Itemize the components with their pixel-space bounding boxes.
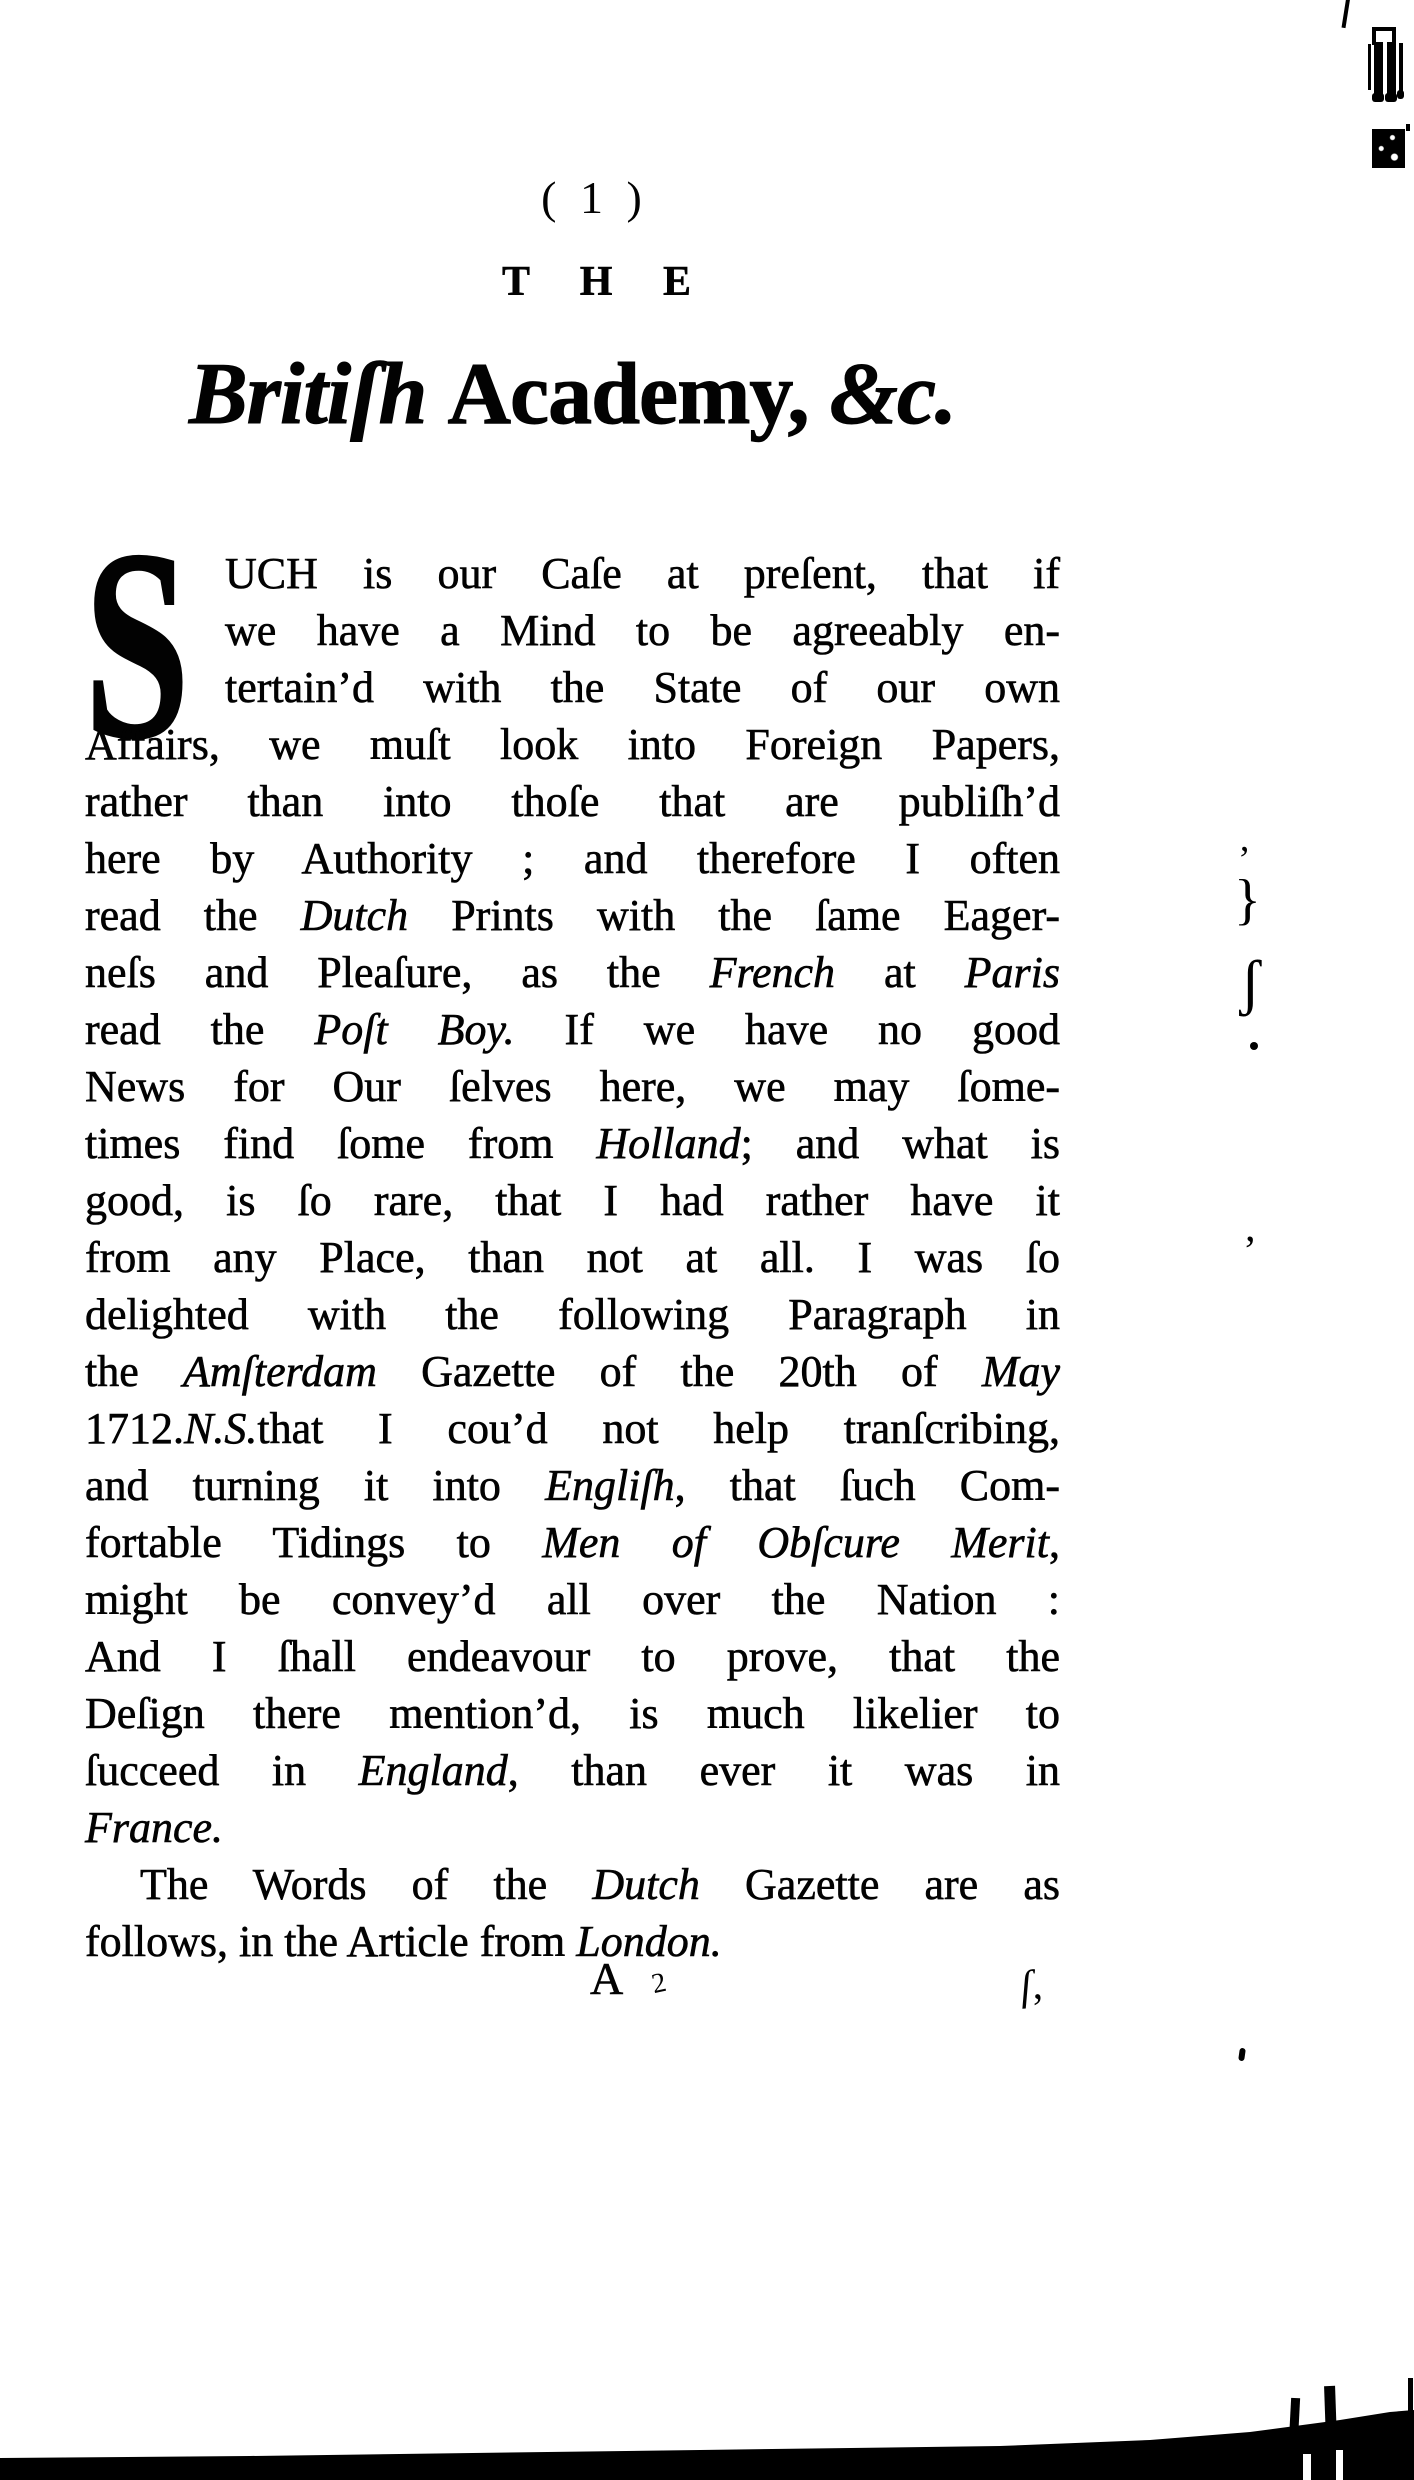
text-run: good, is ſo rare, that I had rather have it — [85, 1176, 1060, 1225]
margin-mark-apostrophe: ’ — [1238, 839, 1251, 881]
italic-text-run: Holland — [596, 1119, 741, 1168]
text-line — [85, 1115, 1060, 1172]
scan-gutter-shadow — [0, 2360, 1414, 2480]
margin-mark-squiggle: ʃ — [1240, 949, 1261, 1017]
signature-number: 2 — [648, 1966, 669, 2001]
italic-text-run: London. — [576, 1917, 722, 1966]
text-line — [85, 1286, 1060, 1343]
text-line — [85, 1514, 1060, 1571]
text-line — [85, 1457, 1060, 1514]
text-run: tertain’d with the State of our own — [225, 663, 1060, 712]
text-run: follows, in the Article from — [85, 1917, 577, 1966]
text-run: times find ſome from — [85, 1119, 597, 1168]
text-run: the — [85, 1347, 183, 1396]
text-run: might be convey’d all over the Nation : — [85, 1575, 1060, 1624]
text-run: UCH is our Caſe at preſent, that if — [225, 549, 1060, 598]
text-line — [85, 1685, 1060, 1742]
scan-artifact-bar — [1387, 42, 1396, 99]
text-run: , — [1049, 1518, 1060, 1567]
catchword-fragment: ſ, — [1018, 1962, 1045, 2010]
text-line — [85, 1856, 1060, 1913]
italic-text-run: Dutch — [592, 1860, 700, 1909]
text-line — [85, 1001, 1060, 1058]
italic-text-run: Britiſh — [188, 346, 448, 443]
text-line — [85, 773, 1060, 830]
page-title — [85, 340, 1270, 450]
text-line — [85, 830, 1060, 887]
text-line — [85, 1799, 1060, 1856]
text-run: Deſign there mention’d, is much likelier to — [85, 1689, 1060, 1738]
scan-artifact-bar — [1399, 43, 1403, 95]
scan-artifact-diagonal-line — [1342, 0, 1351, 28]
text-line — [85, 1742, 1060, 1799]
text-run: at — [835, 948, 965, 997]
italic-text-run: French — [709, 948, 836, 997]
text-line — [85, 602, 1060, 659]
text-line — [85, 1628, 1060, 1685]
scan-artifact-bar-foot — [1397, 90, 1404, 99]
text-line — [85, 1229, 1060, 1286]
half-title: T H E — [502, 259, 711, 305]
text-run: The Words of the — [140, 1860, 593, 1909]
text-line — [85, 944, 1060, 1001]
italic-text-run: &c. — [808, 346, 957, 443]
text-line — [85, 716, 1060, 773]
text-run: fortable Tidings to — [85, 1518, 543, 1567]
text-run: rather than into thoſe that are publiſh’d — [85, 777, 1060, 826]
text-run: and turning it into — [85, 1461, 546, 1510]
text-run: ſucceed in — [85, 1746, 359, 1795]
text-run: Prints with the ſame Eager- — [408, 891, 1061, 940]
scan-artifact-bar — [1374, 42, 1383, 99]
text-run: , than ever it was in — [507, 1746, 1060, 1795]
italic-text-run: Men of Obſcure Merit — [542, 1518, 1049, 1567]
drop-cap-initial: S — [84, 494, 190, 795]
text-run: read the — [85, 891, 301, 940]
text-run: 1712. — [85, 1404, 184, 1453]
text-run: Affairs, we muſt look into Foreign Papers, — [85, 720, 1060, 769]
text-run: we have a Mind to be agreeably en- — [225, 606, 1060, 655]
text-line — [85, 545, 1060, 602]
text-run: delighted with the following Paragraph in — [85, 1290, 1060, 1339]
text-run: ; and what is — [740, 1119, 1060, 1168]
italic-text-run: N.S. — [184, 1404, 258, 1453]
text-line — [85, 1571, 1060, 1628]
text-line — [85, 1913, 1060, 1970]
italic-text-run: France. — [85, 1803, 224, 1852]
italic-text-run: Amſterdam — [182, 1347, 377, 1396]
italic-text-run: Engliſh — [545, 1461, 675, 1510]
text-line — [85, 887, 1060, 944]
text-run: from any Place, than not at all. I was ſo — [85, 1233, 1060, 1282]
text-run: neſs and Pleaſure, as the — [85, 948, 710, 997]
text-run: Gazette are as — [699, 1860, 1060, 1909]
text-run: And I ſhall endeavour to prove, that the — [85, 1632, 1060, 1681]
scan-artifact-speck — [1406, 124, 1410, 131]
text-line — [85, 1172, 1060, 1229]
text-line — [85, 1400, 1060, 1457]
margin-mark-brace: } — [1234, 869, 1261, 931]
signature-letter: A — [590, 1953, 624, 2004]
italic-text-run: May — [981, 1347, 1061, 1396]
margin-mark-tick — [1238, 2048, 1246, 2062]
text-run: that I cou’d not help tranſcribing, — [257, 1404, 1060, 1453]
text-run: , that ſuch Com- — [674, 1461, 1060, 1510]
scan-artifact-bar-foot — [1385, 93, 1397, 102]
text-line — [85, 1058, 1060, 1115]
italic-text-run: Poſt Boy. — [314, 1005, 515, 1054]
italic-text-run: England — [358, 1746, 508, 1795]
text-run: read the — [85, 1005, 315, 1054]
margin-mark-dot — [1250, 1042, 1258, 1050]
italic-text-run: Dutch — [300, 891, 409, 940]
italic-text-run: Paris — [964, 948, 1060, 997]
text-run: here by Authority ; and therefore I often — [85, 834, 1060, 883]
scan-artifact-ink-blot — [1372, 129, 1405, 168]
text-run: Academy, — [447, 346, 809, 443]
text-run: News for Our ſelves here, we may ſome- — [85, 1062, 1060, 1111]
text-run: Gazette of the 20th of — [376, 1347, 982, 1396]
margin-mark-comma: ‚ — [1243, 1205, 1257, 1251]
scan-artifact-bar-foot — [1372, 93, 1384, 102]
text-line — [85, 1343, 1060, 1400]
text-run: If we have no good — [514, 1005, 1060, 1054]
text-line — [85, 659, 1060, 716]
scan-artifact-bar — [1368, 44, 1371, 90]
page-number: ( 1 ) — [541, 172, 648, 223]
body-text-column — [85, 545, 1060, 1970]
